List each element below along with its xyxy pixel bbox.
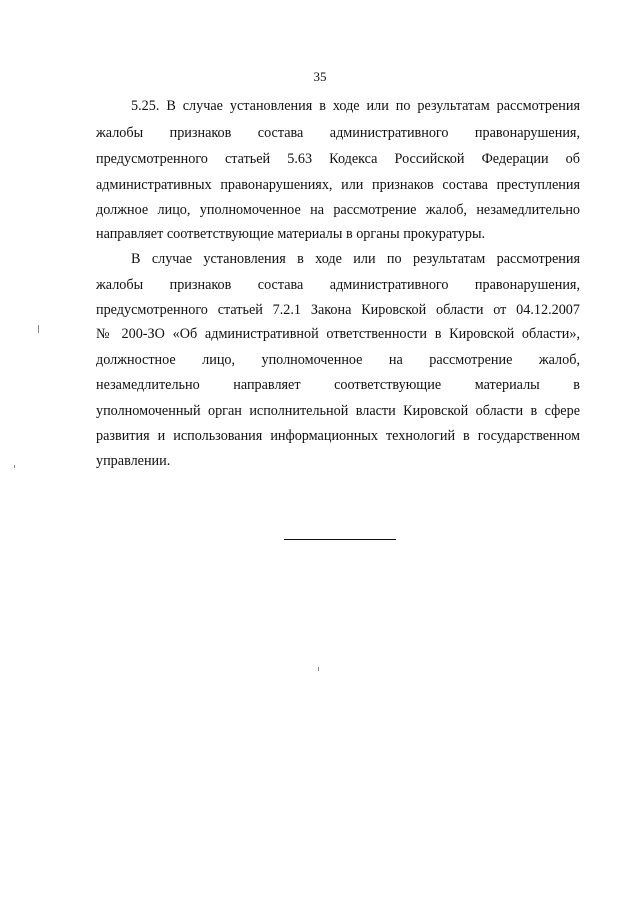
paragraph-line: развития и использования информационных технологий в государственном: [96, 428, 580, 444]
closing-rule: [284, 539, 396, 540]
paragraph-line: управлении.: [96, 453, 171, 469]
scan-speck: [14, 465, 15, 468]
paragraph-line: незамедлительно направляет соответствующие материалы в: [96, 377, 580, 393]
paragraph-line: № 200-ЗО «Об административной ответственности в Кировской области»,: [96, 326, 580, 342]
paragraph-line: предусмотренного статьей 7.2.1 Закона Кировской области от 04.12.2007: [96, 302, 580, 318]
paragraph-line: 5.25. В случае установления в ходе или по результатам рассмотрения: [131, 98, 580, 114]
paragraph-line: уполномоченный орган исполнительной власти Кировской области в сфере: [96, 403, 580, 419]
scan-speck: [38, 325, 39, 333]
paragraph-line: В случае установления в ходе или по результатам рассмотрения: [131, 251, 580, 267]
paragraph-line: предусмотренного статьей 5.63 Кодекса Российской Федерации об: [96, 151, 580, 167]
paragraph-line: жалобы признаков состава административного правонарушения,: [96, 125, 580, 141]
paragraph-line: административных правонарушениях, или признаков состава преступления: [96, 177, 580, 193]
paragraph-line: должностное лицо, уполномоченное на рассмотрение жалоб,: [96, 352, 580, 368]
scan-speck: [318, 667, 319, 671]
paragraph-line: жалобы признаков состава административного правонарушения,: [96, 277, 580, 293]
page-number: 35: [313, 69, 327, 84]
paragraph-line: должное лицо, уполномоченное на рассмотрение жалоб, незамедлительно: [96, 202, 580, 218]
paragraph-line: направляет соответствующие материалы в органы прокуратуры.: [96, 226, 486, 242]
